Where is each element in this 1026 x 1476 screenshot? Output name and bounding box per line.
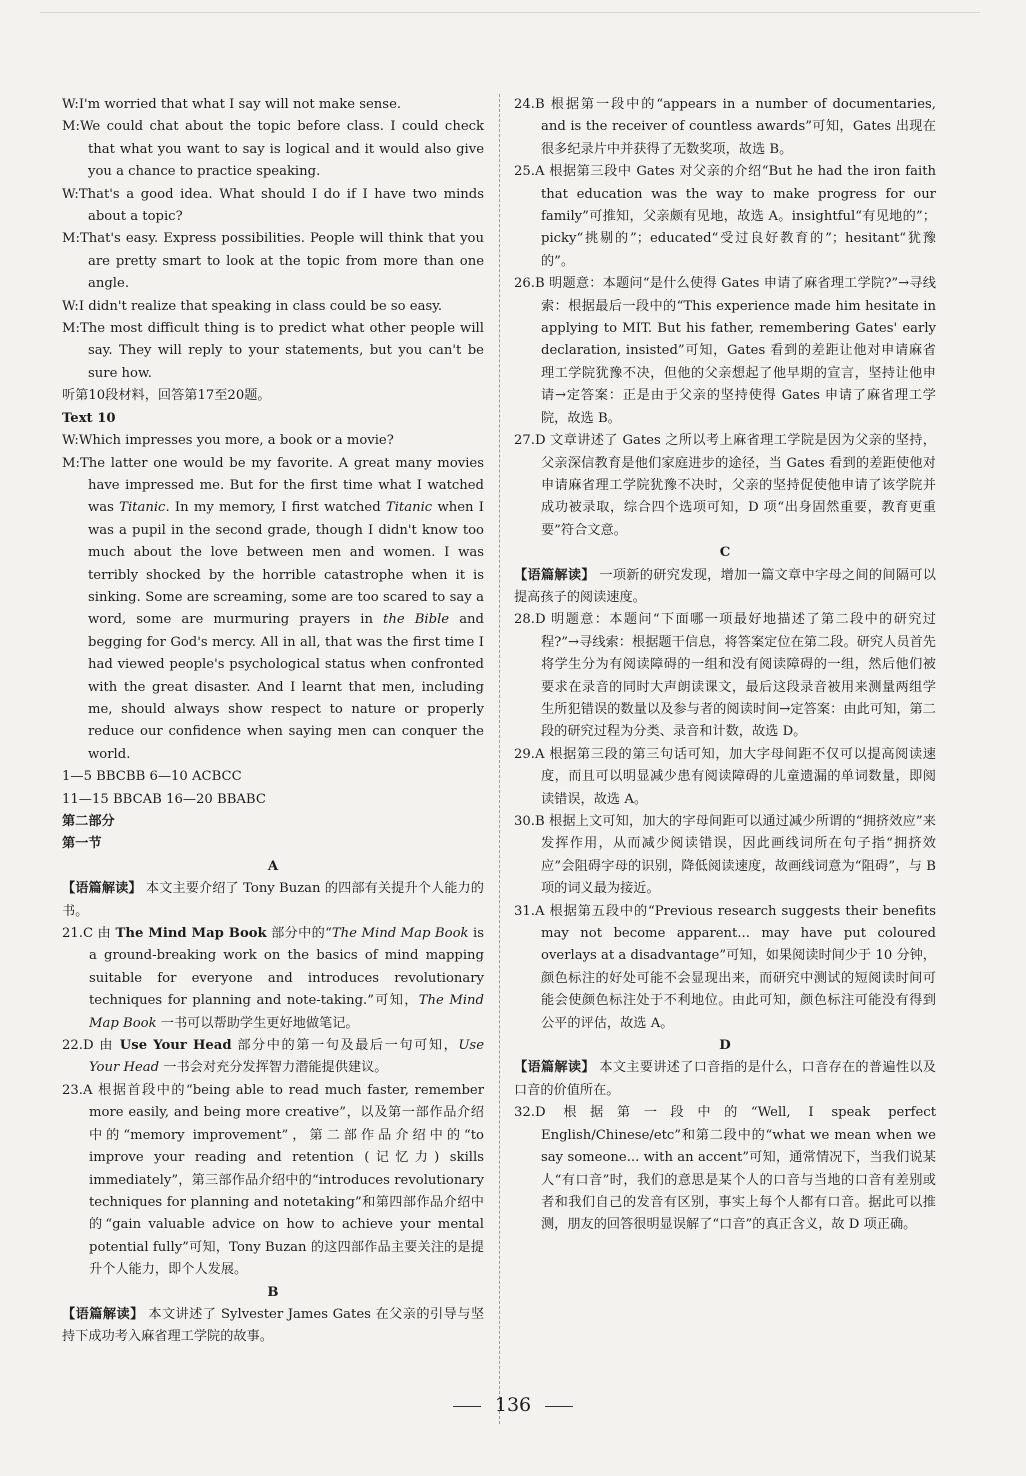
dialogue-line: W:Which impresses you more, a book or a movie? (62, 433, 394, 449)
answer-32: 32.D 根据第一段中的“Well, I speak perfect English/Chinese/etc”和第二段中的“what we mean when we say someone... with an accent”可知，通常情况下，当我们说某人“有口音”时，我们的意思是某个人的口音与当地的口音有差别或者和我们自己的发音有区别，事实上每个人都有口音。据此可以推测，朋友的回答很明显误解了“口音”的真正含义，故 D 项正确。 (514, 1105, 936, 1233)
dialogue-line: W:That's a good idea. What should I do if I have two minds about a topic? (62, 186, 484, 225)
answer-26: 26.B 明题意：本题问“是什么使得 Gates 申请了麻省理工学院?”→寻线索：根据最后一段中的“This experience made him hesitate in applying to MIT. But his father, remembering Gates' early declaration, insisted”可知，Gates 看到的差距让他对申请麻省理工学院犹豫不决，但他的父亲想起了他早期的宣言，坚持让他申请→定答案：正是由于父亲的坚持使得 Gates 申请了麻省理工学院，故选 B。 (514, 276, 936, 426)
passage-letter: D (719, 1038, 731, 1054)
right-column (514, 94, 936, 1237)
answer-22: 22.D 由 Use Your Head 部分中的第一句及最后一句可知，Use Your Head 一书会对充分发挥智力潜能提供建议。 (62, 1038, 484, 1076)
titanic-title: Titanic (119, 500, 166, 516)
answer-28: 28.D 明题意：本题问“下面哪一项最好地描述了第二段中的研究过程?”→寻线索：根据题干信息，将答案定位在第二段。研究人员首先将学生分为有阅读障碍的一组和没有阅读障碍的一组，然后他们被要求在录音的同时大声朗读课文，最后这段录音被用来测量两组学生所犯错误的数量以及参与者的阅读时间→定答案：由此可知，第二段的研究过程为分类、录音和计数，故选 D。 (514, 612, 936, 740)
passage-summary: 【语篇解读】 本文讲述了 Sylvester James Gates 在父亲的引导与坚持下成功考入麻省理工学院的故事。 (62, 1306, 485, 1345)
speaker-text: M:The latter one would be my favorite. A great many movies have impressed me. But for the first time what I watched was (62, 455, 484, 516)
speaker-text: . In my memory, I first watched (165, 500, 386, 516)
passage-letter: A (267, 858, 279, 874)
passage-summary: 【语篇解读】 一项新的研究发现，增加一篇文章中字母之间的间隔可以提高孩子的阅读速度。 (514, 567, 936, 605)
page-number: 136 (0, 1394, 1026, 1416)
speaker-text: and begging for God's mercy. All in all, that was the first time I had viewed people's psychological status when confronted with the great disaster. And I learnt that men, including me, should always show respect to nature or properly reduce our confidence when saying men can conquer the world. (88, 612, 484, 762)
top-edge (40, 12, 980, 13)
dialogue-line: M:We could chat about the topic before class. I could check that what you want to say is logical and it would also give you a chance to practice speaking. (62, 119, 484, 180)
dialogue-line: M:The most difficult thing is to predict what other people will say. They will reply to your statements, but you can't be sure how. (62, 321, 484, 381)
answer-29: 29.A 根据第三段的第三句话可知，加大字母间距不仅可以提高阅读速度，而且可以明显减少患有阅读障碍的儿童遗漏的单词数量，即阅读错误，故选 A。 (514, 746, 936, 807)
passage-letter: C (719, 545, 731, 561)
passage-summary: 【语篇解读】 本文主要介绍了 Tony Buzan 的四部有关提升个人能力的书。 (62, 881, 484, 919)
part-heading: 第二部分 (62, 814, 115, 829)
dialogue-line: M:That's easy. Express possibilities. People will think that you are pretty smart to look at the topic from more than one angle. (62, 231, 484, 292)
dialogue-line: W:I didn't realize that speaking in class could be so easy. (62, 298, 443, 314)
dialogue-line: W:I'm worried that what I say will not make sense. (62, 97, 402, 112)
answer-23: 23.A 根据首段中的“being able to read much faster, remember more easily, and being more creative”，以及第一部作品介绍中的“memory improvement”，第二部作品介绍中的“to improve your reading and retention (记忆力) skills immediately”，第三部作品介绍中的“introduces revolutionary techniques for planning and notetaking”和第四部作品介绍中的“gain valuable advice on how to achieve your mental potential fully”可知，Tony Buzan 的这四部作品主要关注的是提升个人能力，即个人发展。 (62, 1082, 484, 1278)
answer-25: 25.A 根据第三段中 Gates 对父亲的介绍“But he had the iron faith that education was the way to make progress for our family”可推知，父亲颇有见地，故选 A。insightful“有见地的”；picky“挑剔的”；educated“受过良好教育的”；hesitant“犹豫的”。 (514, 164, 936, 269)
speaker-text: when I was a pupil in the second grade, though I didn't know too much about the love between men and women. I was terribly shocked by the horrible catastrophe when it is sinking. Some are screaming, some are too scared to say a word, some are murmuring prayers in (88, 500, 484, 628)
answer-30: 30.B 根据上文可知，加大的字母间距可以通过减少所谓的“拥挤效应”来发挥作用，从而减少阅读错误，因此画线词所在句子指“拥挤效应”会阻碍字母的识别，降低阅读速度，故画线词意为“阻碍”，与 B 项的词义最为接近。 (514, 814, 936, 897)
instruction: 听第10段材料，回答第17至20题。 (62, 388, 271, 404)
bible-title: the Bible (383, 612, 450, 628)
answer-24: 24.B 根据第一段中的“appears in a number of documentaries, and is the receiver of countless awards”可知，Gates 出现在很多纪录片中并获得了无数奖项，故选 B。 (514, 97, 936, 157)
dialogue-line (62, 453, 484, 767)
column-divider (499, 94, 500, 1424)
titanic-title: Titanic (385, 500, 433, 516)
answers-row: 11—15 BBCAB 16—20 BBABC (62, 791, 266, 807)
answers-row: 1—5 BBCBB 6—10 ACBCC (62, 769, 242, 785)
answer-21: 21.C 由 The Mind Map Book 部分中的“The Mind Map Book is a ground-breaking work on the basics of mind mapping suitable for everyone and introduces revolutionary techniques for planning and note-taking.”可知，The Mind Map Book 一书可以帮助学生更好地做笔记。 (62, 926, 484, 1031)
answer-27: 27.D 文章讲述了 Gates 之所以考上麻省理工学院是因为父亲的坚持，父亲深信教育是他们家庭进步的途径，当 Gates 看到的差距使他对申请麻省理工学院犹豫不决时，父亲的坚持促使他申请了该学院并成功被录取，综合四个选项可知，D 项“出身固然重要，教育更重要”符合文意。 (514, 433, 936, 538)
text-heading: Text 10 (62, 410, 116, 426)
left-column (62, 94, 484, 1349)
passage-letter: B (267, 1284, 279, 1300)
section-heading: 第一节 (62, 836, 102, 852)
passage-summary: 【语篇解读】 本文主要讲述了口音指的是什么，口音存在的普遍性以及口音的价值所在。 (514, 1060, 936, 1098)
answer-31: 31.A 根据第五段中的“Previous research suggests their benefits may not become apparent... may have put coloured overlays at a disadvantage”可知，如果阅读时间少于 10 分钟，颜色标注的好处可能不会显现出来，而研究中测试的短阅读时间可能会使颜色标注处于不利地位。由此可知，颜色标注可能没有得到公平的评估，故选 A。 (514, 903, 936, 1031)
